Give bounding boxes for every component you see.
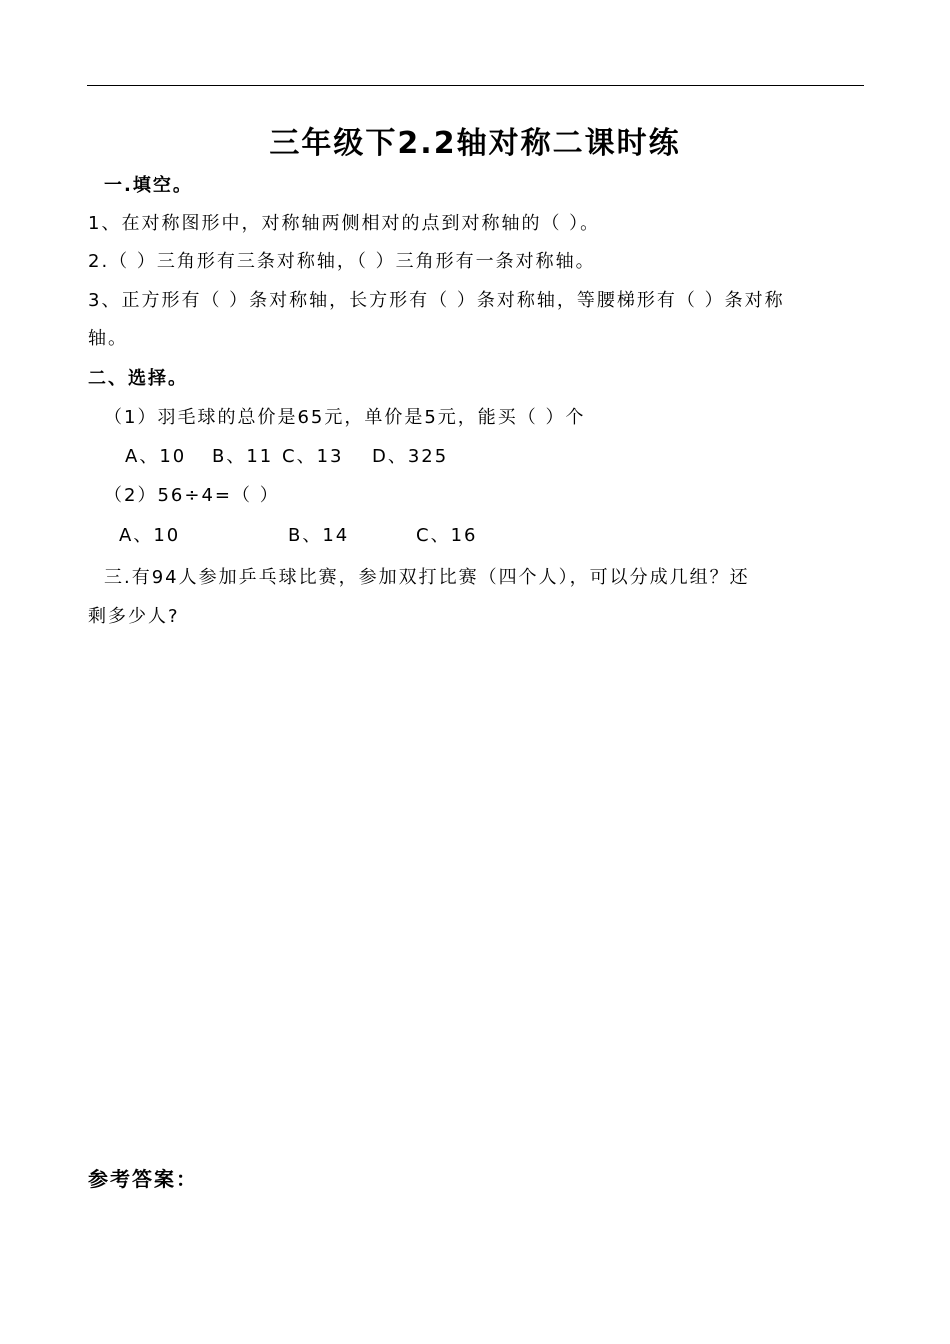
- question-1-2: 2.（ ）三角形有三条对称轴，（ ）三角形有一条对称轴。: [88, 251, 596, 272]
- option-2-1-b: B、11: [212, 446, 274, 467]
- question-3-line1: 三.有94人参加乒乓球比赛，参加双打比赛（四个人），可以分成几组？还: [104, 567, 750, 588]
- question-1-1: 1、在对称图形中，对称轴两侧相对的点到对称轴的（ ）。: [88, 213, 601, 234]
- section-heading-choice: 二、选择。: [88, 368, 188, 389]
- header-rule: [87, 85, 864, 86]
- option-2-2-c: C、16: [416, 525, 478, 546]
- option-2-1-c: C、13: [282, 446, 344, 467]
- question-1-3-line2: 轴。: [88, 328, 128, 349]
- answers-heading: 参考答案：: [88, 1167, 198, 1191]
- question-1-3-line1: 3、正方形有（ ）条对称轴，长方形有（ ）条对称轴，等腰梯形有（ ）条对称: [88, 290, 785, 311]
- page-title: 三年级下2.2轴对称二课时练: [269, 126, 681, 161]
- option-2-2-b: B、14: [288, 525, 350, 546]
- option-2-2-a: A、10: [119, 525, 181, 546]
- question-2-2: （2）56÷4=（ ）: [104, 485, 280, 506]
- option-2-1-a: A、10: [125, 446, 187, 467]
- section-heading-fill-blank: 一.填空。: [104, 175, 193, 196]
- question-2-1: （1）羽毛球的总价是65元，单价是5元，能买（ ）个: [104, 407, 586, 428]
- option-2-1-d: D、325: [372, 446, 449, 467]
- question-3-line2: 剩多少人?: [88, 606, 180, 627]
